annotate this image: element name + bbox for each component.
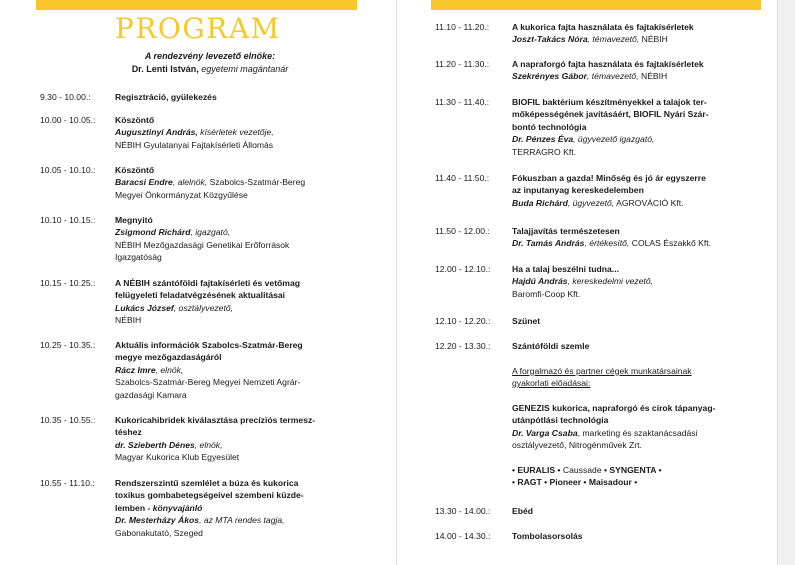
schedule-line bbox=[512, 172, 706, 184]
schedule-time: 9.30 - 10.00.: bbox=[40, 92, 91, 102]
schedule-line bbox=[512, 427, 715, 439]
schedule-description bbox=[512, 225, 711, 250]
text-segment: , elnök, bbox=[194, 439, 223, 450]
text-segment: Megyei Önkormányzat Közgyűlése bbox=[115, 189, 248, 200]
schedule-description bbox=[512, 96, 709, 158]
text-segment: osztályvezető, Nitrogénművek Zrt. bbox=[512, 440, 642, 451]
schedule-line bbox=[512, 263, 653, 275]
schedule-line bbox=[115, 277, 300, 289]
schedule-time: 12.10 - 12.20.: bbox=[435, 316, 491, 326]
right-top-bar bbox=[431, 0, 761, 10]
text-segment: lemben - bbox=[115, 502, 153, 513]
text-segment: Szántóföldi szemle bbox=[512, 341, 590, 351]
text-segment: , elnök, bbox=[155, 364, 184, 375]
schedule-line bbox=[115, 189, 305, 201]
text-segment: felügyeleti feladatvégzésének aktualitásai bbox=[115, 290, 286, 301]
schedule-description bbox=[115, 339, 303, 401]
text-segment: NÉBIH Mezőgazdasági Genetikai Erőforrások bbox=[115, 239, 290, 250]
text-segment: , témavezető, bbox=[587, 71, 639, 82]
schedule-description bbox=[115, 214, 289, 264]
schedule-description bbox=[115, 277, 300, 327]
schedule-line bbox=[512, 505, 533, 517]
schedule-time: 11.40 - 11.50.: bbox=[435, 173, 490, 183]
schedule-line bbox=[115, 514, 304, 526]
text-segment: Baromfi-Coop Kft. bbox=[512, 288, 581, 299]
text-segment: az inputanyag kereskedelemben bbox=[512, 185, 644, 196]
schedule-time: 14.00 - 14.30.: bbox=[435, 531, 491, 541]
text-segment: Fókuszban a gazda! Minőség és jó ár egyszerre bbox=[512, 173, 706, 183]
schedule-description bbox=[512, 505, 533, 517]
text-segment: Hajdú András bbox=[512, 276, 568, 287]
text-segment: Igazgatóság bbox=[115, 252, 162, 263]
schedule-line bbox=[115, 139, 274, 151]
schedule-line bbox=[115, 364, 303, 376]
schedule-line bbox=[115, 226, 289, 238]
schedule-line bbox=[115, 314, 300, 326]
schedule-line bbox=[512, 133, 709, 145]
text-segment: utánpótlási technológia bbox=[512, 415, 609, 426]
text-segment: Rácz Imre bbox=[115, 364, 156, 375]
text-segment: , marketing és szaktanácsadási bbox=[577, 427, 698, 438]
chair-block bbox=[60, 50, 360, 76]
schedule-description bbox=[115, 91, 217, 103]
text-segment: Rendszerszintű szemlélet a búza és kukorica bbox=[115, 478, 299, 488]
text-segment: A NÉBIH szántóföldi fajtakísérleti és vetőmag bbox=[115, 278, 300, 288]
schedule-time: 10.10 - 10.15.: bbox=[40, 215, 96, 225]
text-segment: Buda Richárd bbox=[512, 197, 568, 208]
text-segment: gazdasági Kamara bbox=[115, 389, 187, 400]
schedule-line bbox=[115, 376, 303, 388]
schedule-line bbox=[115, 176, 305, 188]
fold-line bbox=[396, 0, 397, 565]
text-segment: Dr. Varga Csaba bbox=[512, 427, 578, 438]
schedule-line bbox=[512, 390, 715, 402]
text-segment: , témavezető, bbox=[587, 34, 640, 45]
schedule-description bbox=[512, 263, 653, 300]
schedule-line bbox=[512, 237, 711, 249]
page-title: PROGRAM bbox=[115, 12, 281, 45]
schedule-line bbox=[115, 414, 315, 426]
text-segment: , ügyvezető, bbox=[567, 197, 615, 208]
schedule-line bbox=[115, 126, 274, 138]
schedule-line bbox=[512, 402, 715, 414]
text-segment: Dr. Mesterházy Ákos bbox=[115, 515, 200, 526]
text-segment: Tombolasorsolás bbox=[512, 531, 583, 541]
text-segment: , ügyvezető igazgató, bbox=[573, 134, 655, 145]
text-segment: Ebéd bbox=[512, 506, 534, 516]
schedule-line bbox=[512, 315, 540, 327]
schedule-description bbox=[115, 414, 315, 464]
text-segment: kísérletek vezetője, bbox=[197, 127, 274, 138]
text-segment: Köszöntő bbox=[115, 165, 155, 175]
text-segment: Zsigmond Richárd bbox=[115, 227, 191, 238]
schedule-line bbox=[512, 414, 715, 426]
text-segment: Szünet bbox=[512, 316, 541, 326]
schedule-line bbox=[115, 477, 304, 489]
schedule-time: 11.50 - 12.00.: bbox=[435, 226, 490, 236]
schedule-description bbox=[512, 21, 694, 46]
text-segment: megye mezőgazdaságáról bbox=[115, 352, 222, 363]
schedule-description bbox=[512, 58, 704, 83]
schedule-line bbox=[512, 452, 715, 464]
page-edge-shade bbox=[777, 0, 795, 565]
text-segment: gyakorlati előadásai: bbox=[512, 378, 591, 389]
schedule-line bbox=[512, 96, 709, 108]
text-segment: • RAGT • Pioneer • Maisadour • bbox=[512, 477, 638, 488]
schedule-time: 10.55 - 11.10.: bbox=[40, 478, 95, 488]
text-segment: BIOFIL baktérium készítményekkel a talajok ter- bbox=[512, 97, 707, 107]
text-segment: Szekrényes Gábor bbox=[512, 71, 587, 82]
text-segment: Joszt-Takács Nóra bbox=[512, 34, 588, 45]
text-segment: Ha a talaj beszélni tudna... bbox=[512, 264, 619, 274]
schedule-description bbox=[512, 340, 715, 489]
schedule-time: 11.10 - 11.20.: bbox=[435, 22, 490, 32]
text-segment: Köszöntő bbox=[115, 115, 155, 125]
left-top-bar bbox=[36, 0, 357, 10]
schedule-line bbox=[512, 464, 715, 476]
schedule-description bbox=[115, 477, 304, 539]
schedule-line bbox=[115, 502, 304, 514]
text-segment: Kukoricahibridek kiválasztása precíziós termesz- bbox=[115, 415, 316, 425]
schedule-time: 11.20 - 11.30.: bbox=[435, 59, 490, 69]
text-segment: Gabonakutató, Szeged bbox=[115, 527, 203, 538]
text-segment: Augusztinyi András, bbox=[115, 127, 198, 138]
text-segment: , alelnök, bbox=[172, 177, 208, 188]
text-segment: Dr. Tamás András bbox=[512, 238, 585, 249]
chair-label: A rendezvény levezető elnöke: bbox=[144, 51, 276, 61]
schedule-line bbox=[512, 197, 706, 209]
text-segment: téshez bbox=[115, 427, 142, 438]
schedule-line bbox=[512, 340, 715, 352]
schedule-time: 13.30 - 14.00.: bbox=[435, 506, 491, 516]
schedule-line bbox=[512, 21, 694, 33]
schedule-line bbox=[512, 146, 709, 158]
schedule-time: 11.30 - 11.40.: bbox=[435, 97, 490, 107]
schedule-line bbox=[512, 121, 709, 133]
schedule-line bbox=[512, 225, 711, 237]
text-segment: dr. Szieberth Dénes bbox=[115, 439, 195, 450]
schedule-time: 12.00 - 12.10.: bbox=[435, 264, 491, 274]
text-segment: NÉBIH bbox=[639, 34, 668, 45]
text-segment: Aktuális információk Szabolcs-Szatmár-Bereg bbox=[115, 340, 303, 350]
text-segment: bontó technológia bbox=[512, 121, 587, 132]
chair-role: egyetemi magántanár bbox=[201, 64, 289, 74]
schedule-time: 10.25 - 10.35.: bbox=[40, 340, 96, 350]
schedule-line bbox=[512, 275, 653, 287]
schedule-line bbox=[512, 33, 694, 45]
schedule-line bbox=[115, 164, 305, 176]
schedule-line bbox=[512, 530, 583, 542]
schedule-line bbox=[115, 489, 304, 501]
text-segment: TERRAGRO Kft. bbox=[512, 146, 576, 157]
schedule-line bbox=[115, 91, 217, 103]
schedule-line bbox=[115, 289, 300, 301]
text-segment: • SYNGENTA • bbox=[604, 464, 662, 475]
schedule-line bbox=[512, 58, 704, 70]
text-segment: Lukács József bbox=[115, 302, 174, 313]
text-segment: A napraforgó fajta használata és fajtakísérletek bbox=[512, 59, 704, 69]
text-segment: Regisztráció, gyülekezés bbox=[115, 92, 217, 102]
text-segment: Dr. Pénzes Éva bbox=[512, 134, 574, 145]
schedule-line bbox=[512, 365, 715, 377]
schedule-time: 10.05 - 10.10.: bbox=[40, 165, 96, 175]
text-segment: mőképességének javításáért, BIOFIL Nyári Szár- bbox=[512, 109, 709, 120]
schedule-line bbox=[512, 184, 706, 196]
text-segment: könyvajánló bbox=[152, 502, 203, 513]
schedule-line bbox=[115, 302, 300, 314]
schedule-description bbox=[512, 315, 540, 327]
text-segment: , osztályvezető, bbox=[173, 302, 233, 313]
chair-name: Dr. Lenti István, bbox=[131, 64, 199, 74]
schedule-line bbox=[115, 451, 315, 463]
text-segment: A forgalmazó és partner cégek munkatársainak bbox=[512, 365, 692, 376]
text-segment: , igazgató, bbox=[190, 227, 231, 238]
schedule-time: 10.15 - 10.25.: bbox=[40, 278, 96, 288]
text-segment: • EURALIS • bbox=[512, 464, 561, 475]
text-segment: Magyar Kukorica Klub Egyesület bbox=[115, 452, 240, 463]
schedule-line bbox=[115, 426, 315, 438]
schedule-line bbox=[512, 70, 704, 82]
text-segment: , kereskedelmi vezető, bbox=[567, 276, 654, 287]
text-segment: AGROVÁCIÓ Kft. bbox=[614, 197, 684, 208]
schedule-line bbox=[115, 339, 303, 351]
text-segment: , értékesítő, bbox=[584, 238, 630, 249]
text-segment: Szabolcs-Szatmár-Bereg bbox=[207, 177, 306, 188]
schedule-line bbox=[115, 239, 289, 251]
schedule-description bbox=[512, 530, 583, 542]
schedule-line bbox=[512, 288, 653, 300]
text-segment: , az MTA rendes tagja, bbox=[199, 515, 285, 526]
text-segment: NÉBIH bbox=[115, 315, 142, 326]
schedule-line bbox=[115, 527, 304, 539]
schedule-line bbox=[512, 352, 715, 364]
text-segment: NÉBIH bbox=[638, 71, 668, 82]
schedule-description bbox=[115, 114, 274, 151]
text-segment: COLAS Északkő Kft. bbox=[629, 238, 712, 249]
text-segment: GENEZIS kukorica, napraforgó és cirok tápanyag- bbox=[512, 402, 716, 413]
schedule-line bbox=[512, 108, 709, 120]
schedule-line bbox=[115, 389, 303, 401]
text-segment: Talajjavítás természetesen bbox=[512, 226, 620, 236]
text-segment: NÉBIH Gyulatanyai Fajtakísérleti Állomás bbox=[115, 139, 274, 150]
schedule-description bbox=[512, 172, 706, 209]
schedule-time: 10.35 - 10.55.: bbox=[40, 415, 96, 425]
schedule-line bbox=[115, 351, 303, 363]
schedule-line bbox=[512, 439, 715, 451]
text-segment: Szabolcs-Szatmár-Bereg Megyei Nemzeti Agrár- bbox=[115, 377, 301, 388]
schedule-line bbox=[115, 214, 289, 226]
text-segment: A kukorica fajta használata és fajtakísérletek bbox=[512, 22, 694, 32]
schedule-line bbox=[512, 476, 715, 488]
schedule-line bbox=[115, 251, 289, 263]
schedule-description bbox=[115, 164, 305, 201]
text-segment: Baracsi Endre bbox=[115, 177, 173, 188]
text-segment: Megnyitó bbox=[115, 215, 153, 225]
text-segment: Caussade bbox=[560, 464, 604, 475]
chair-line bbox=[60, 63, 360, 76]
text-segment: toxikus gombabetegségeivel szembeni küzde- bbox=[115, 490, 304, 501]
schedule-time: 10.00 - 10.05.: bbox=[40, 115, 96, 125]
schedule-line bbox=[512, 377, 715, 389]
schedule-line bbox=[115, 439, 315, 451]
schedule-time: 12.20 - 13.30.: bbox=[435, 341, 491, 351]
schedule-line bbox=[115, 114, 274, 126]
